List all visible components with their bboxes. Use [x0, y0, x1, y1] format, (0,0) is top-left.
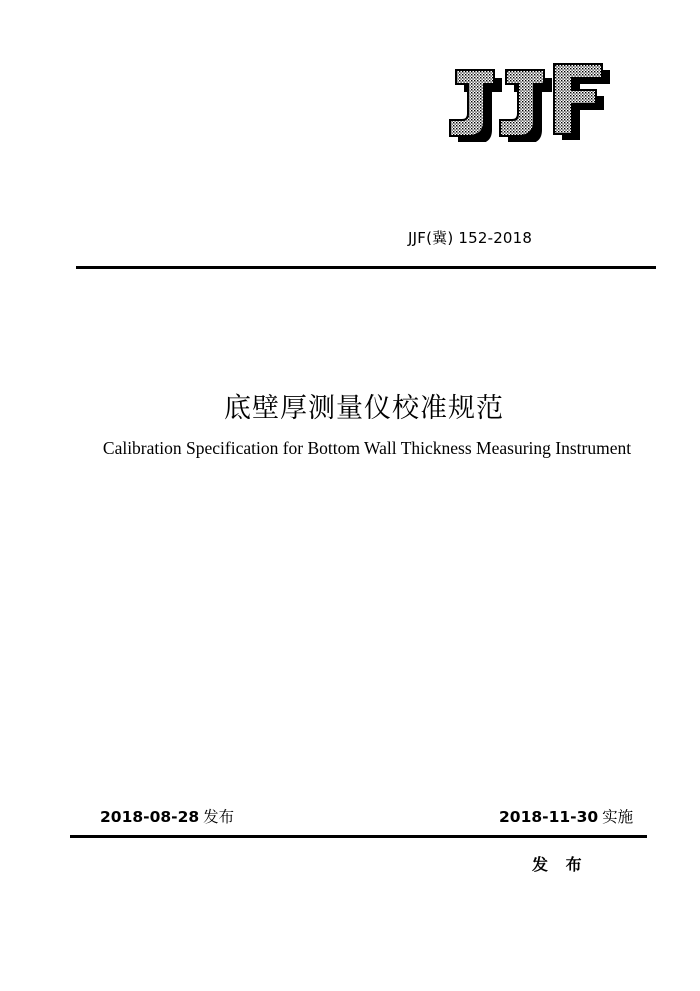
issue-date-line	[100, 805, 234, 827]
standard-code: JJF(冀) 152-2018	[408, 229, 533, 247]
issue-label: 发布	[203, 808, 235, 826]
document-title-chinese: 底壁厚测量仪校准规范	[224, 393, 504, 424]
jjf-logo	[438, 62, 610, 142]
implementation-date-line	[499, 805, 633, 827]
top-divider	[76, 266, 656, 269]
bottom-divider	[70, 835, 647, 838]
document-title-english: Calibration Specification for Bottom Wall Thickness Measuring Instrument	[102, 438, 632, 458]
issue-date: 2018-08-28	[100, 808, 200, 826]
publisher-label: 发 布	[532, 855, 588, 874]
implementation-date: 2018-11-30	[499, 808, 599, 826]
implementation-label: 实施	[602, 808, 634, 826]
